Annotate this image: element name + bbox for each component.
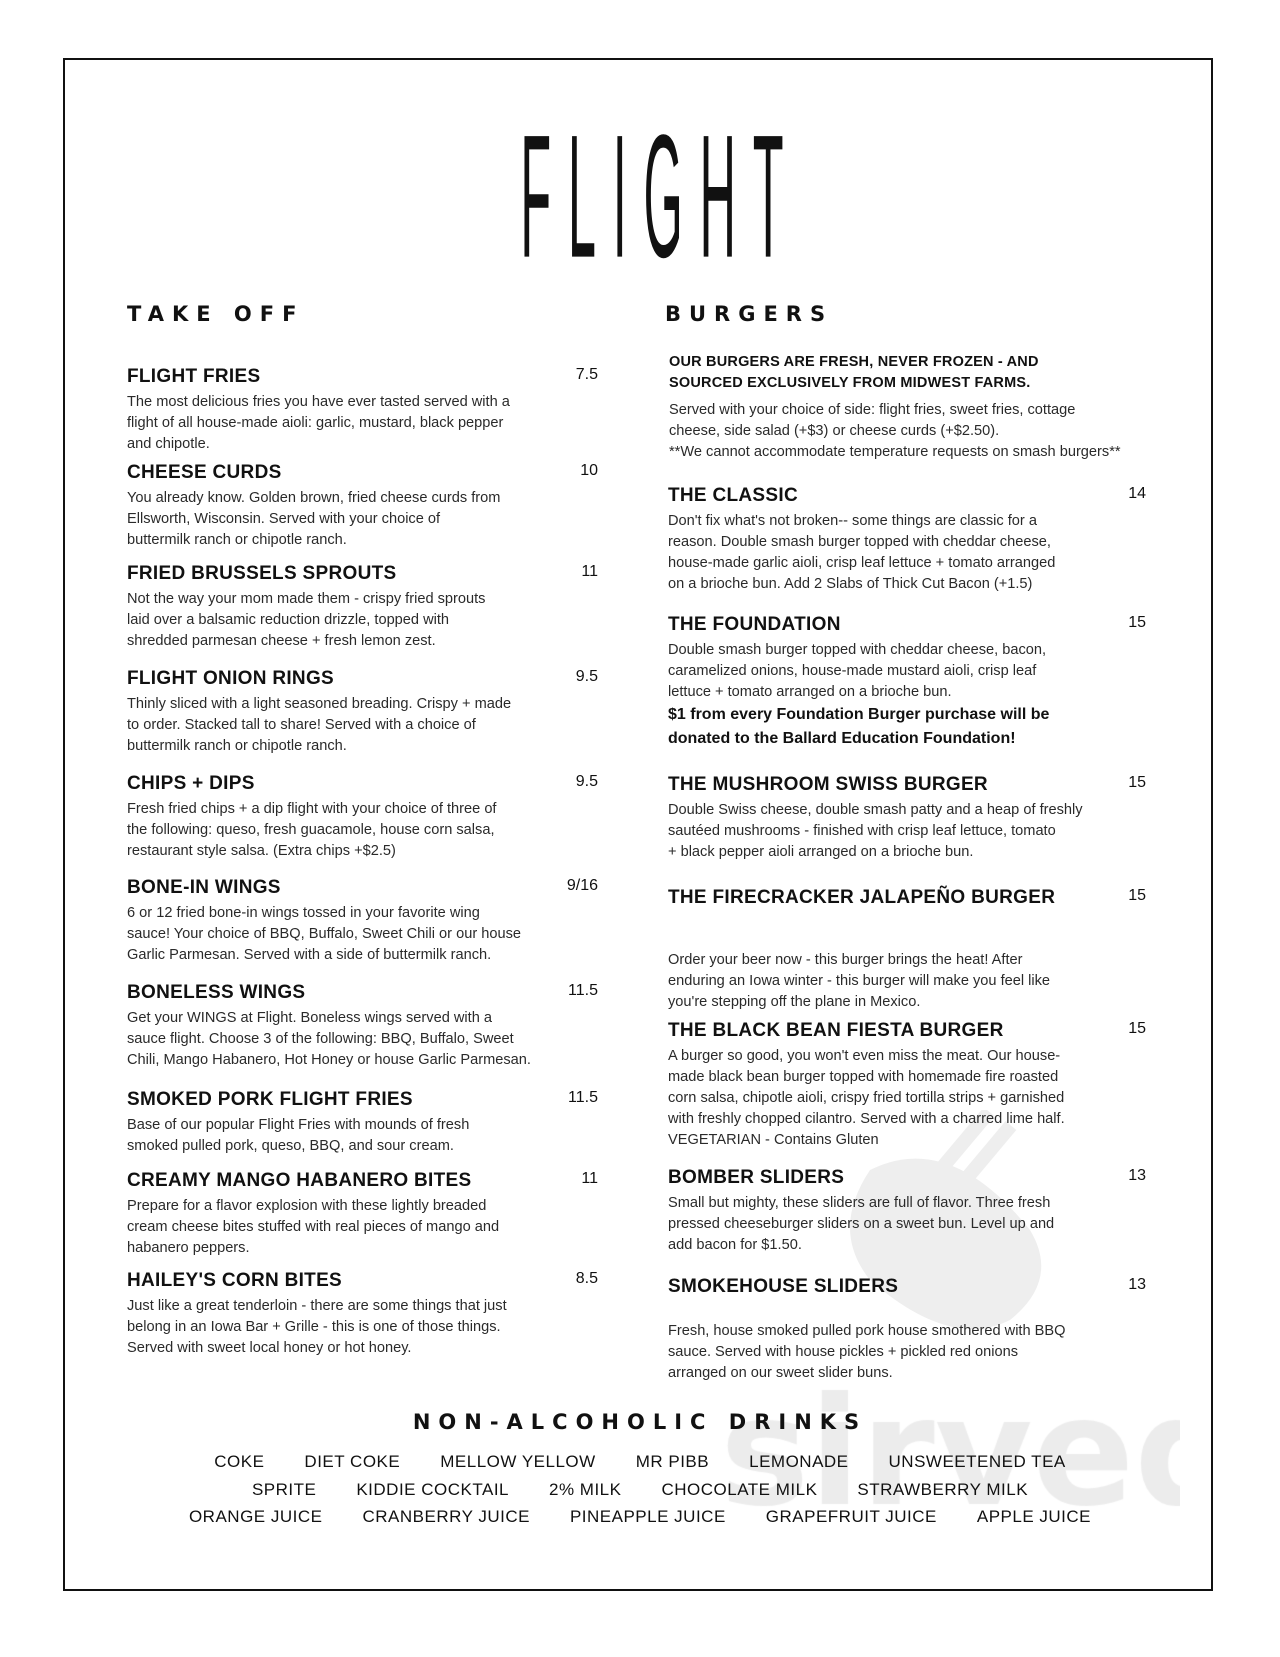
menu-item xyxy=(668,886,1146,1013)
item-description-line: You already know. Golden brown, fried cheese curds from xyxy=(127,490,501,506)
item-description-line: Base of our popular Flight Fries with mounds of fresh xyxy=(127,1117,470,1133)
menu-item xyxy=(127,461,598,551)
item-description-line: Fresh, house smoked pulled pork house smothered with BBQ xyxy=(668,1323,1066,1339)
item-price: 10 xyxy=(580,462,598,479)
item-name: HAILEY'S CORN BITES xyxy=(127,1270,343,1291)
drink-item: KIDDIE COCKTAIL xyxy=(356,1480,509,1499)
menu-item xyxy=(668,1275,1146,1384)
drink-item: PINEAPPLE JUICE xyxy=(569,1507,726,1526)
item-description-line: Served with sweet local honey or hot honey. xyxy=(127,1340,412,1356)
item-description-line: made black bean burger topped with homemade fire roasted xyxy=(668,1069,1059,1085)
item-description-line: Chili, Mango Habanero, Hot Honey or house Garlic Parmesan. xyxy=(127,1052,531,1068)
item-description-line: Small but mighty, these sliders are full of flavor. Three fresh xyxy=(668,1195,1051,1211)
item-price: 9.5 xyxy=(575,773,598,790)
item-name: CHEESE CURDS xyxy=(127,462,282,483)
intro-bold-line: OUR BURGERS ARE FRESH, NEVER FROZEN - AND xyxy=(669,354,1039,370)
menu-item xyxy=(668,773,1146,863)
drink-item: ORANGE JUICE xyxy=(188,1507,323,1526)
item-description-line: VEGETARIAN - Contains Gluten xyxy=(668,1132,879,1148)
menu-item xyxy=(668,484,1146,595)
item-description-line: flight of all house-made aioli: garlic, mustard, black pepper xyxy=(127,415,504,431)
item-description-line: laid over a balsamic reduction drizzle, topped with xyxy=(127,612,450,628)
drink-item: CHOCOLATE MILK xyxy=(661,1480,818,1499)
item-name: THE MUSHROOM SWISS BURGER xyxy=(668,774,988,795)
item-description-line: Fresh fried chips + a dip flight with your choice of three of xyxy=(127,801,497,817)
item-description-line: buttermilk ranch or chipotle ranch. xyxy=(127,532,347,548)
item-price: 9/16 xyxy=(566,877,598,894)
item-price: 15 xyxy=(1128,1020,1146,1037)
item-description-line: sautéed mushrooms - finished with crisp leaf lettuce, tomato xyxy=(668,823,1056,839)
intro-line: **We cannot accommodate temperature requests on smash burgers** xyxy=(669,444,1121,460)
item-description-line: sauce flight. Choose 3 of the following: BBQ, Buffalo, Sweet xyxy=(127,1031,514,1047)
item-price: 11 xyxy=(581,1170,598,1187)
item-name: FLIGHT ONION RINGS xyxy=(127,668,335,689)
item-description-line: add bacon for $1.50. xyxy=(668,1237,802,1253)
item-description-line: Thinly sliced with a light seasoned breading. Crispy + made xyxy=(127,696,512,712)
item-name: BONE-IN WINGS xyxy=(127,877,281,898)
item-description-line: The most delicious fries you have ever tasted served with a xyxy=(127,394,510,410)
drink-item: COKE xyxy=(214,1452,265,1471)
menu-item xyxy=(668,613,1146,751)
intro-bold-line: SOURCED EXCLUSIVELY FROM MIDWEST FARMS. xyxy=(669,375,1031,391)
drinks-heading: NON-ALCOHOLIC DRINKS xyxy=(412,1410,868,1434)
item-description-line: enduring an Iowa winter - this burger will make you feel like xyxy=(668,973,1051,989)
menu-item xyxy=(668,1166,1146,1256)
item-description-line: 6 or 12 fried bone-in wings tossed in your favorite wing xyxy=(127,905,480,921)
menu-item xyxy=(127,981,598,1071)
menu-item xyxy=(127,562,598,652)
burgers-heading: BURGERS xyxy=(665,302,834,326)
menu-item xyxy=(127,1269,598,1359)
item-description-line: shredded parmesan cheese + fresh lemon zest. xyxy=(127,633,436,649)
item-description-line: Get your WINGS at Flight. Boneless wings served with a xyxy=(127,1010,492,1026)
drink-item: GRAPEFRUIT JUICE xyxy=(765,1507,937,1526)
burgers-intro xyxy=(669,352,1121,463)
item-description-line: and chipotle. xyxy=(127,436,210,452)
item-description-line: Garlic Parmesan. Served with a side of buttermilk ranch. xyxy=(127,947,492,963)
item-name: BONELESS WINGS xyxy=(127,982,306,1003)
item-description-line: sauce! Your choice of BBQ, Buffalo, Sweet Chili or our house xyxy=(127,926,521,942)
item-description-line: pressed cheeseburger sliders on a sweet bun. Level up and xyxy=(668,1216,1055,1232)
drink-item: UNSWEETENED TEA xyxy=(888,1452,1066,1471)
item-name: FLIGHT FRIES xyxy=(127,366,261,387)
item-name: BOMBER SLIDERS xyxy=(668,1167,845,1188)
item-price: 13 xyxy=(1128,1167,1146,1184)
item-description-line: Order your beer now - this burger brings the heat! After xyxy=(668,952,1023,968)
item-price: 15 xyxy=(1128,887,1146,904)
item-price: 11 xyxy=(581,563,598,580)
donation-note: donated to the Ballard Education Foundation! xyxy=(668,730,1016,747)
item-name: SMOKED PORK FLIGHT FRIES xyxy=(127,1089,413,1110)
menu-item xyxy=(127,1169,598,1259)
item-name: THE FOUNDATION xyxy=(668,614,841,635)
item-description-line: buttermilk ranch or chipotle ranch. xyxy=(127,738,347,754)
item-price: 7.5 xyxy=(575,366,598,383)
item-price: 14 xyxy=(1128,485,1146,502)
item-name: THE FIRECRACKER JALAPEÑO BURGER xyxy=(668,887,1056,908)
item-description-line: arranged on our sweet slider buns. xyxy=(668,1365,893,1381)
item-description-line: sauce. Served with house pickles + pickled red onions xyxy=(668,1344,1019,1360)
drinks-row xyxy=(0,1452,1280,1472)
item-name: THE BLACK BEAN FIESTA BURGER xyxy=(668,1020,1004,1041)
item-description-line: on a brioche bun. Add 2 Slabs of Thick Cut Bacon (+1.5) xyxy=(668,576,1033,592)
menu-item xyxy=(127,876,598,966)
item-description-line: caramelized onions, house-made mustard aioli, crisp leaf xyxy=(668,663,1037,679)
item-description-line: corn salsa, chipotle aioli, crispy fried tortilla strips + garnished xyxy=(668,1090,1065,1106)
drink-item: LEMONADE xyxy=(749,1452,849,1471)
menu-item xyxy=(668,1019,1146,1151)
drink-item: DIET COKE xyxy=(304,1452,401,1471)
item-name: CHIPS + DIPS xyxy=(127,773,255,794)
drink-item: MR PIBB xyxy=(635,1452,710,1471)
item-description-line: smoked pulled pork, queso, BBQ, and sour cream. xyxy=(127,1138,454,1154)
item-description-line: house-made garlic aioli, crisp leaf lettuce + tomato arranged xyxy=(668,555,1056,571)
drink-item: 2% MILK xyxy=(549,1480,622,1499)
donation-note: $1 from every Foundation Burger purchase will be xyxy=(668,706,1050,723)
item-name: FRIED BRUSSELS SPROUTS xyxy=(127,563,397,584)
logo-text: FLIGHT xyxy=(519,98,801,295)
item-description-line: Don't fix what's not broken-- some things are classic for a xyxy=(668,513,1037,529)
intro-line: cheese, side salad (+$3) or cheese curds (+$2.50). xyxy=(669,423,1000,439)
drinks-row xyxy=(0,1507,1280,1527)
item-description-line: the following: queso, fresh guacamole, house corn salsa, xyxy=(127,822,495,838)
item-description-line: belong in an Iowa Bar + Grille - this is one of those things. xyxy=(127,1319,501,1335)
item-description-line: Double Swiss cheese, double smash patty and a heap of freshly xyxy=(668,802,1083,818)
item-price: 15 xyxy=(1128,614,1146,631)
item-name: THE CLASSIC xyxy=(668,485,798,506)
item-price: 9.5 xyxy=(575,668,598,685)
item-description-line: + black pepper aioli arranged on a brioche bun. xyxy=(668,844,974,860)
item-description-line: habanero peppers. xyxy=(127,1240,250,1256)
item-description-line: cream cheese bites stuffed with real pieces of mango and xyxy=(127,1219,500,1235)
item-name: CREAMY MANGO HABANERO BITES xyxy=(127,1170,472,1191)
item-description-line: reason. Double smash burger topped with cheddar cheese, xyxy=(668,534,1051,550)
item-description-line: to order. Stacked tall to share! Served with a choice of xyxy=(127,717,476,733)
item-description-line: Double smash burger topped with cheddar cheese, bacon, xyxy=(668,642,1047,658)
item-price: 11.5 xyxy=(568,1089,598,1106)
menu-item xyxy=(127,667,598,757)
item-description-line: A burger so good, you won't even miss the meat. Our house- xyxy=(668,1048,1061,1064)
drink-item: CRANBERRY JUICE xyxy=(362,1507,530,1526)
drink-item: STRAWBERRY MILK xyxy=(857,1480,1029,1499)
drink-item: APPLE JUICE xyxy=(976,1507,1092,1526)
item-price: 11.5 xyxy=(568,982,598,999)
drink-item: MELLOW YELLOW xyxy=(440,1452,596,1471)
item-description-line: you're stepping off the plane in Mexico. xyxy=(668,994,921,1010)
item-price: 8.5 xyxy=(575,1270,598,1287)
drinks-row xyxy=(0,1480,1280,1500)
intro-line: Served with your choice of side: flight fries, sweet fries, cottage xyxy=(669,402,1076,418)
take-off-heading: TAKE OFF xyxy=(127,302,305,326)
item-description-line: Ellsworth, Wisconsin. Served with your choice of xyxy=(127,511,441,527)
menu-item xyxy=(127,772,598,862)
item-description-line: Prepare for a flavor explosion with these lightly breaded xyxy=(127,1198,487,1214)
item-price: 15 xyxy=(1128,774,1146,791)
item-price: 13 xyxy=(1128,1276,1146,1293)
flight-logo xyxy=(0,96,1280,295)
item-description-line: with freshly chopped cilantro. Served with a charred lime half. xyxy=(668,1111,1065,1127)
item-name: SMOKEHOUSE SLIDERS xyxy=(668,1276,899,1297)
item-description-line: lettuce + tomato arranged on a brioche bun. xyxy=(668,684,952,700)
item-description-line: restaurant style salsa. (Extra chips +$2.5) xyxy=(127,843,396,859)
menu-item xyxy=(127,365,598,455)
item-description-line: Just like a great tenderloin - there are some things that just xyxy=(127,1298,507,1314)
item-description-line: Not the way your mom made them - crispy fried sprouts xyxy=(127,591,486,607)
menu-item xyxy=(127,1088,598,1157)
drink-item: SPRITE xyxy=(251,1480,317,1499)
